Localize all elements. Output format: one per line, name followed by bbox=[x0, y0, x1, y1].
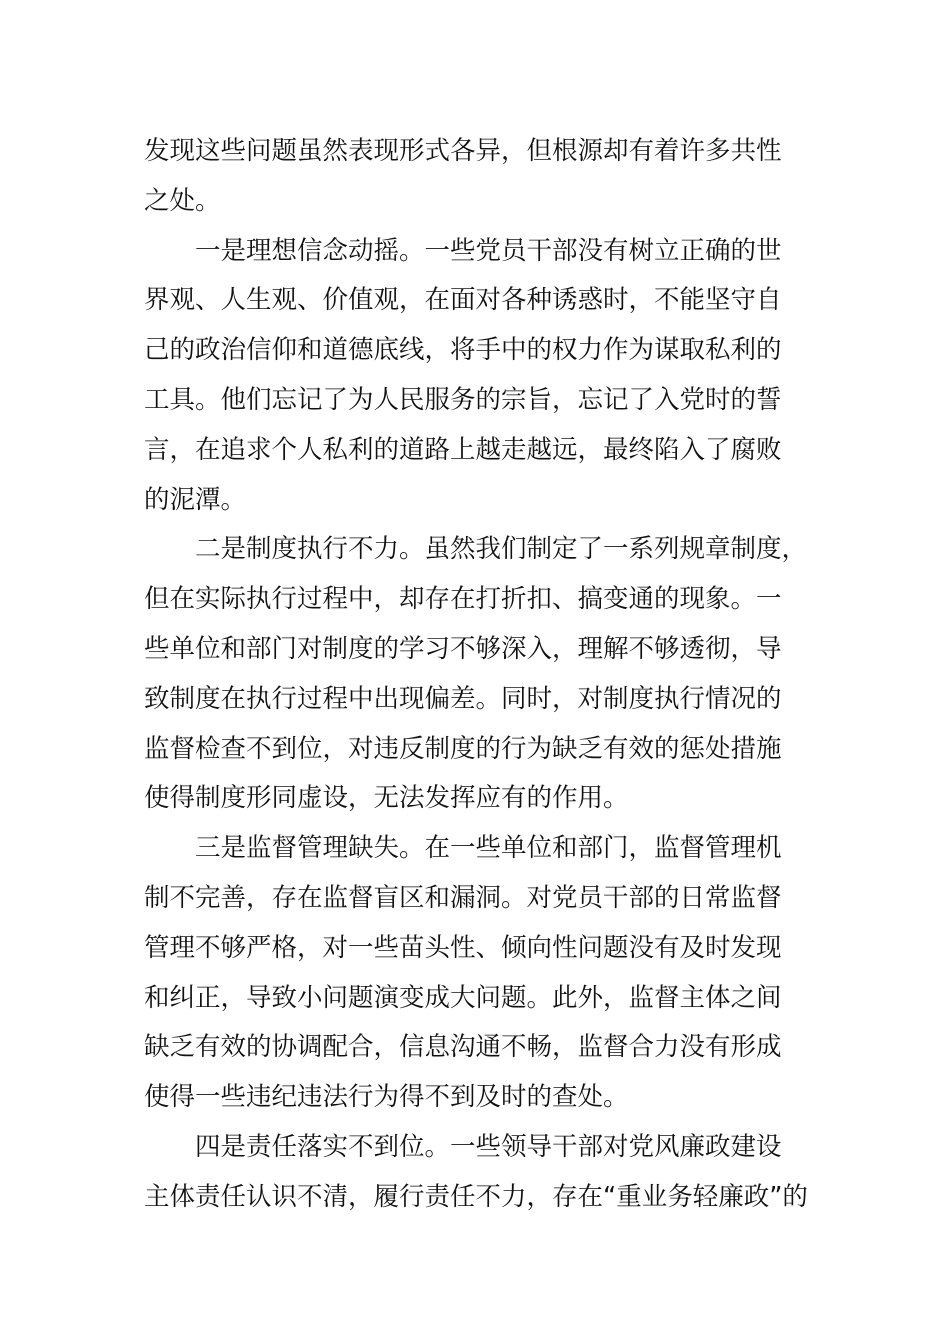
text-line: 缺乏有效的协调配合，信息沟通不畅，监督合力没有形成 bbox=[144, 1032, 782, 1063]
paragraph-first-line: 一是理想信念动摇。一些党员干部没有树立正确的世 bbox=[195, 235, 782, 266]
text-line: 些单位和部门对制度的学习不够深入，理解不够透彻，导 bbox=[144, 633, 782, 664]
text-line: 的泥潭。 bbox=[144, 484, 247, 515]
paragraph-first-line: 二是制度执行不力。虽然我们制定了一系列规章制度， bbox=[195, 534, 808, 565]
text-line: 之处。 bbox=[144, 185, 221, 216]
text-line: 界观、人生观、价值观，在面对各种诱惑时，不能坚守自 bbox=[144, 285, 782, 316]
text-line: 己的政治信仰和道德底线，将手中的权力作为谋取私利的 bbox=[144, 335, 782, 366]
paragraph-first-line: 三是监督管理缺失。在一些单位和部门，监督管理机 bbox=[195, 833, 782, 864]
text-line: 监督检查不到位，对违反制度的行为缺乏有效的惩处措施 bbox=[144, 733, 782, 764]
text-line: 管理不够严格，对一些苗头性、倾向性问题没有及时发现 bbox=[144, 932, 782, 963]
text-line: 使得一些违纪违法行为得不到及时的查处。 bbox=[144, 1082, 629, 1113]
text-line: 工具。他们忘记了为人民服务的宗旨，忘记了入党时的誓 bbox=[144, 384, 782, 415]
text-line: 制不完善，存在监督盲区和漏洞。对党员干部的日常监督 bbox=[144, 882, 782, 913]
text-line: 和纠正，导致小问题演变成大问题。此外，监督主体之间 bbox=[144, 982, 782, 1013]
document-body bbox=[144, 127, 834, 1223]
text-line: 言，在追求个人私利的道路上越走越远，最终陷入了腐败 bbox=[144, 434, 782, 465]
text-line: 但在实际执行过程中，却存在打折扣、搞变通的现象。一 bbox=[144, 584, 782, 615]
paragraph-first-line: 四是责任落实不到位。一些领导干部对党风廉政建设 bbox=[195, 1131, 782, 1162]
text-line: 发现这些问题虽然表现形式各异，但根源却有着许多共性 bbox=[144, 136, 782, 166]
text-line: 使得制度形同虚设，无法发挥应有的作用。 bbox=[144, 783, 629, 814]
text-line: 主体责任认识不清，履行责任不力，存在“重业务轻廉政”的 bbox=[144, 1181, 808, 1212]
text-line: 致制度在执行过程中出现偏差。同时，对制度执行情况的 bbox=[144, 683, 782, 714]
